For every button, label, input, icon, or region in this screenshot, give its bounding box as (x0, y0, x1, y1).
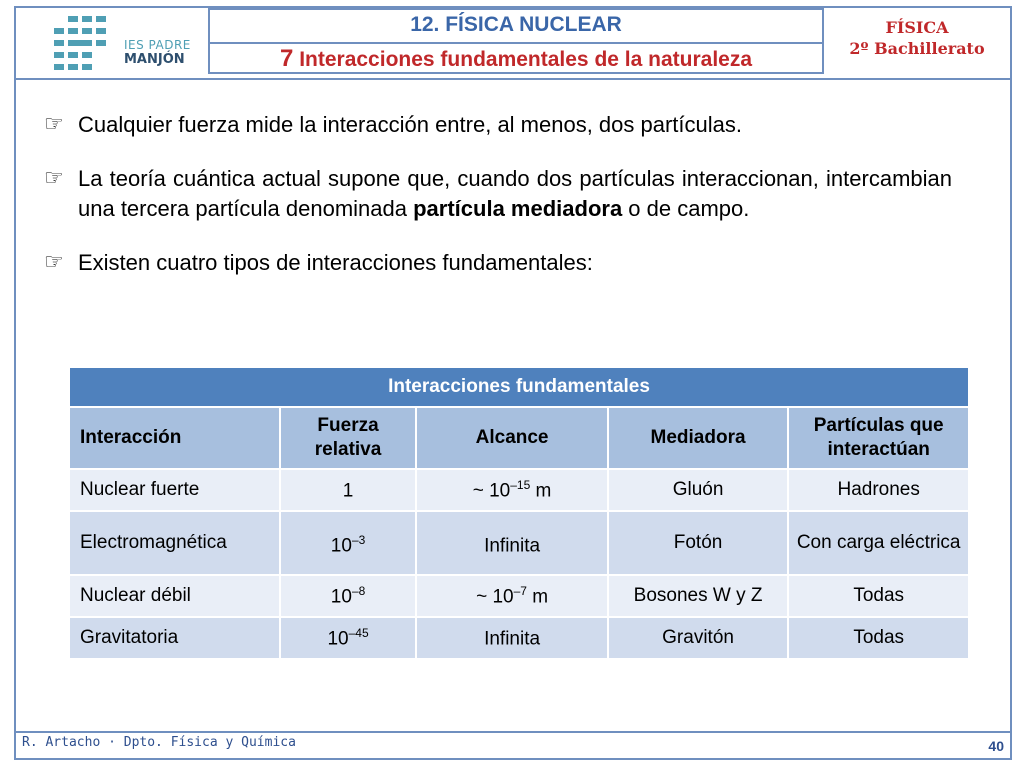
header-divider (16, 78, 1010, 80)
table-row (69, 511, 969, 575)
subject-box (824, 8, 1010, 74)
cell-mediadora: Gluón (608, 469, 789, 511)
cell-alcance: ~ $10^{-7}$ m (416, 575, 607, 617)
column-header: Alcance (416, 407, 607, 469)
footer-divider (16, 731, 1010, 733)
page-number: 40 (988, 738, 1004, 754)
bullet-item (44, 110, 952, 140)
title-box (208, 8, 824, 74)
table-caption: Interacciones fundamentales (69, 367, 969, 407)
cell-particulas: Todas (788, 575, 969, 617)
cell-particulas: Hadrones (788, 469, 969, 511)
bullet-bold-term: partícula mediadora (413, 196, 623, 221)
cell-mediadora: Gravitón (608, 617, 789, 659)
cell-alcance: Infinita (416, 511, 607, 575)
pointing-hand-icon: ☞ (44, 250, 64, 275)
cell-particulas: Todas (788, 617, 969, 659)
bullet-text: La teoría cuántica actual supone que, cuando dos partículas interaccionan, intercambian una tercera partícula denominada (78, 166, 952, 221)
bullet-text-tail: o de campo. (622, 196, 750, 221)
pointing-hand-icon: ☞ (44, 166, 64, 191)
column-header: Fuerza relativa (280, 407, 417, 469)
section-title-row (210, 44, 822, 75)
course-name: 2º Bachillerato (849, 39, 985, 58)
footer-author: R. Artacho · Dpto. Física y Química (22, 735, 296, 750)
logo-line1: IES PADRE (124, 38, 191, 52)
cell-interaccion: Gravitatoria (69, 617, 280, 659)
table-row (69, 617, 969, 659)
bullet-item (44, 248, 952, 278)
table-row (69, 469, 969, 511)
subject-name: FÍSICA (885, 18, 949, 37)
column-header: Partículas que interactúan (788, 407, 969, 469)
section-number: 7 (279, 45, 294, 72)
cell-alcance: ~ $10^{-15}$ m (416, 469, 607, 511)
cell-alcance: Infinita (416, 617, 607, 659)
logo-line2: MANJÓN (124, 52, 185, 67)
bullet-list (44, 110, 952, 302)
column-header: Interacción (69, 407, 280, 469)
cell-mediadora: Bosones W y Z (608, 575, 789, 617)
cell-mediadora: Fotón (608, 511, 789, 575)
cell-particulas: Con carga eléctrica (788, 511, 969, 575)
bullet-item (44, 164, 952, 224)
chapter-title: 12. FÍSICA NUCLEAR (210, 10, 822, 44)
section-title: Interacciones fundamentales de la naturaleza (299, 48, 753, 71)
cell-fuerza: $10^{-8}$ (280, 575, 417, 617)
cell-interaccion: Nuclear débil (69, 575, 280, 617)
table-row (69, 575, 969, 617)
cell-interaccion: Electromagnética (69, 511, 280, 575)
cell-fuerza: 1 (280, 469, 417, 511)
bullet-text: Cualquier fuerza mide la interacción entre, al menos, dos partículas. (78, 112, 743, 137)
logo-grid-icon (54, 16, 114, 72)
cell-fuerza: $10^{-3}$ (280, 511, 417, 575)
interactions-table (68, 366, 970, 660)
cell-interaccion: Nuclear fuerte (69, 469, 280, 511)
pointing-hand-icon: ☞ (44, 112, 64, 137)
column-header: Mediadora (608, 407, 789, 469)
bullet-text: Existen cuatro tipos de interacciones fundamentales: (78, 250, 593, 275)
school-logo (16, 8, 208, 76)
cell-fuerza: $10^{-45}$ (280, 617, 417, 659)
